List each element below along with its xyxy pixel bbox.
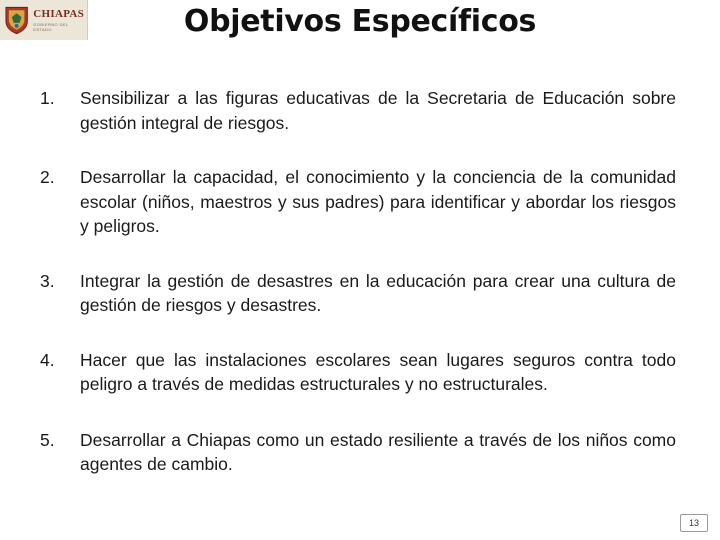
logo-name: CHIAPAS — [33, 8, 85, 20]
objective-item — [40, 269, 676, 318]
objective-text: Desarrollar la capacidad, el conocimiento y la conciencia de la comunidad escolar (niños, maestros y sus padres) para identificar y abordar los riesgos y peligros. — [80, 167, 676, 236]
objective-number: 3. — [40, 270, 55, 291]
objective-number: 5. — [40, 429, 55, 450]
objective-item — [40, 428, 676, 477]
logo-subtitle: GOBIERNO DEL ESTADO — [33, 22, 69, 32]
objective-number: 2. — [40, 167, 55, 187]
objective-number: 1. — [40, 88, 55, 108]
objective-number: 4. — [40, 349, 55, 370]
objective-item — [40, 86, 676, 135]
page-number-badge: 13 — [680, 514, 708, 532]
objective-item — [40, 165, 676, 239]
objective-text: Hacer que las instalaciones escolares sean lugares seguros contra todo peligro a través de medidas estructurales y no estructurales. — [80, 349, 676, 394]
objective-text: Sensibilizar a las figuras educativas de la Secretaria de Educación sobre gestión integral de riesgos. — [80, 88, 676, 133]
objective-text: Integrar la gestión de desastres en la educación para crear una cultura de gestión de riesgos y desastres. — [80, 270, 676, 315]
objective-item — [40, 348, 676, 397]
slide-title: Objetivos Específicos — [183, 4, 537, 39]
objective-text: Desarrollar a Chiapas como un estado resiliente a través de los niños como agentes de cambio. — [80, 429, 676, 474]
objectives-list — [40, 86, 676, 507]
